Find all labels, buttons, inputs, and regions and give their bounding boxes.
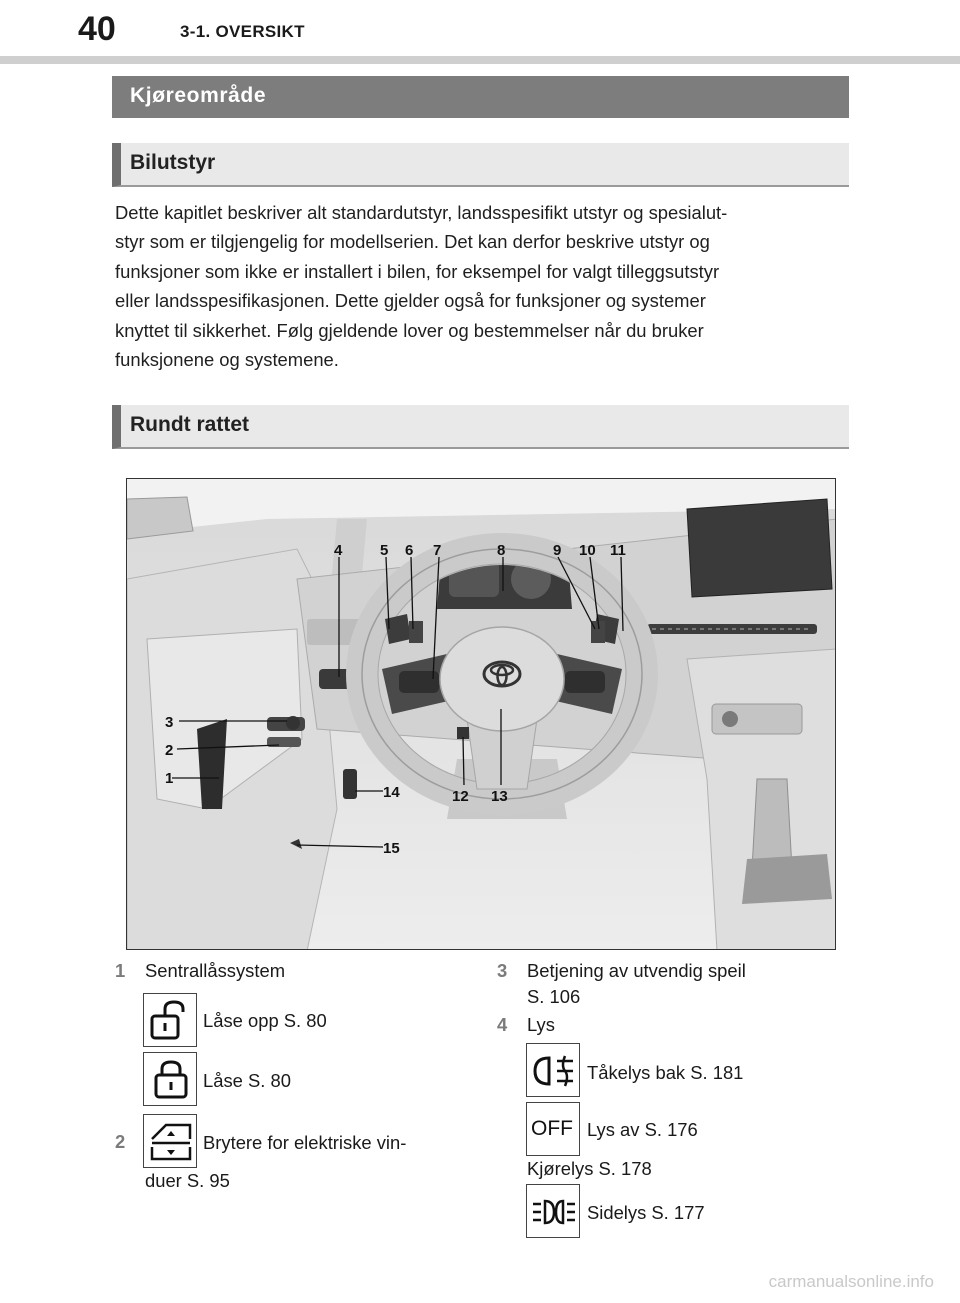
callout-label: 2 [165,742,174,759]
callout-label: 1 [165,770,174,787]
subsection-bar-bilutstyr [112,143,849,187]
page-number: 40 [78,10,116,48]
callout-label: 9 [553,542,562,559]
legend-mirror-ref: S. 106 [527,986,581,1007]
padlock-open-icon [143,993,197,1047]
legend-number: 2 [115,1131,126,1152]
callout-label: 14 [383,784,400,801]
subsection-bar-rundt-rattet [112,405,849,449]
section-bar [112,76,849,118]
watermark: carmanualsonline.info [768,1272,934,1291]
paragraph-line: Dette kapitlet beskriver alt standardutstyr, landsspesifikt utstyr og spesialut- [115,202,728,223]
callout-label: 4 [334,542,343,559]
legend-mirror-control: Betjening av utvendig speil [527,960,746,981]
header-rule [0,56,960,64]
callout-label: 3 [165,714,174,731]
subsection-title: Rundt rattet [130,413,249,436]
legend-side-lights-ref: Sidelys S. 177 [587,1202,705,1223]
callout-label: 10 [579,542,596,559]
legend-label-central-locking: Sentrallåssystem [145,960,286,981]
lights-off-glyph: OFF [531,1117,573,1140]
padlock-closed-icon [143,1052,197,1106]
callout-label: 6 [405,542,414,559]
intro-paragraph [115,198,850,374]
legend-driving-lights-ref: Kjørelys S. 178 [527,1158,652,1179]
chapter-title: 3-1. OVERSIKT [180,22,305,41]
lights-off-icon [526,1102,580,1156]
paragraph-line: styr som er tilgjengelig for modellserien. Det kan derfor beskrive utstyr og [115,231,710,253]
paragraph-line: funksjonene og systemene. [115,349,339,371]
side-light-icon [526,1184,580,1238]
callout-label: 12 [452,788,469,805]
legend-window-switches-ref: duer S. 95 [145,1170,230,1191]
legend-number: 4 [497,1014,508,1035]
legend-unlock-ref: Låse opp S. 80 [203,1010,327,1031]
legend-lock-ref: Låse S. 80 [203,1070,291,1091]
callout-label: 13 [491,788,508,805]
callout-label: 11 [610,542,626,559]
subsection-title: Bilutstyr [130,151,216,174]
legend-number: 3 [497,960,508,981]
legend-rear-fog-ref: Tåkelys bak S. 181 [587,1062,744,1083]
callout-label: 7 [433,542,442,559]
legend-window-switches: Brytere for elektriske vin- [203,1132,407,1153]
steering-wheel-illustration [126,478,836,950]
paragraph-line: knyttet til sikkerhet. Følg gjeldende lover og bestemmelser når du bruker [115,319,704,341]
legend-lights-off-ref: Lys av S. 176 [587,1119,698,1140]
power-window-icon [143,1114,197,1168]
paragraph-line: funksjoner som ikke er installert i bilen, for eksempel for valgt tilleggsutstyr [115,260,720,282]
legend-number: 1 [115,960,126,981]
legend-lights: Lys [527,1014,555,1035]
callout-label: 8 [497,542,506,559]
callout-label: 15 [383,840,400,857]
section-title: Kjøreområde [130,84,267,107]
illustration-svg [127,479,836,950]
rear-fog-light-icon [526,1043,580,1097]
paragraph-line: eller landsspesifikasjonen. Dette gjelder også for funksjoner og systemer [115,290,706,312]
callout-label: 5 [380,542,389,559]
